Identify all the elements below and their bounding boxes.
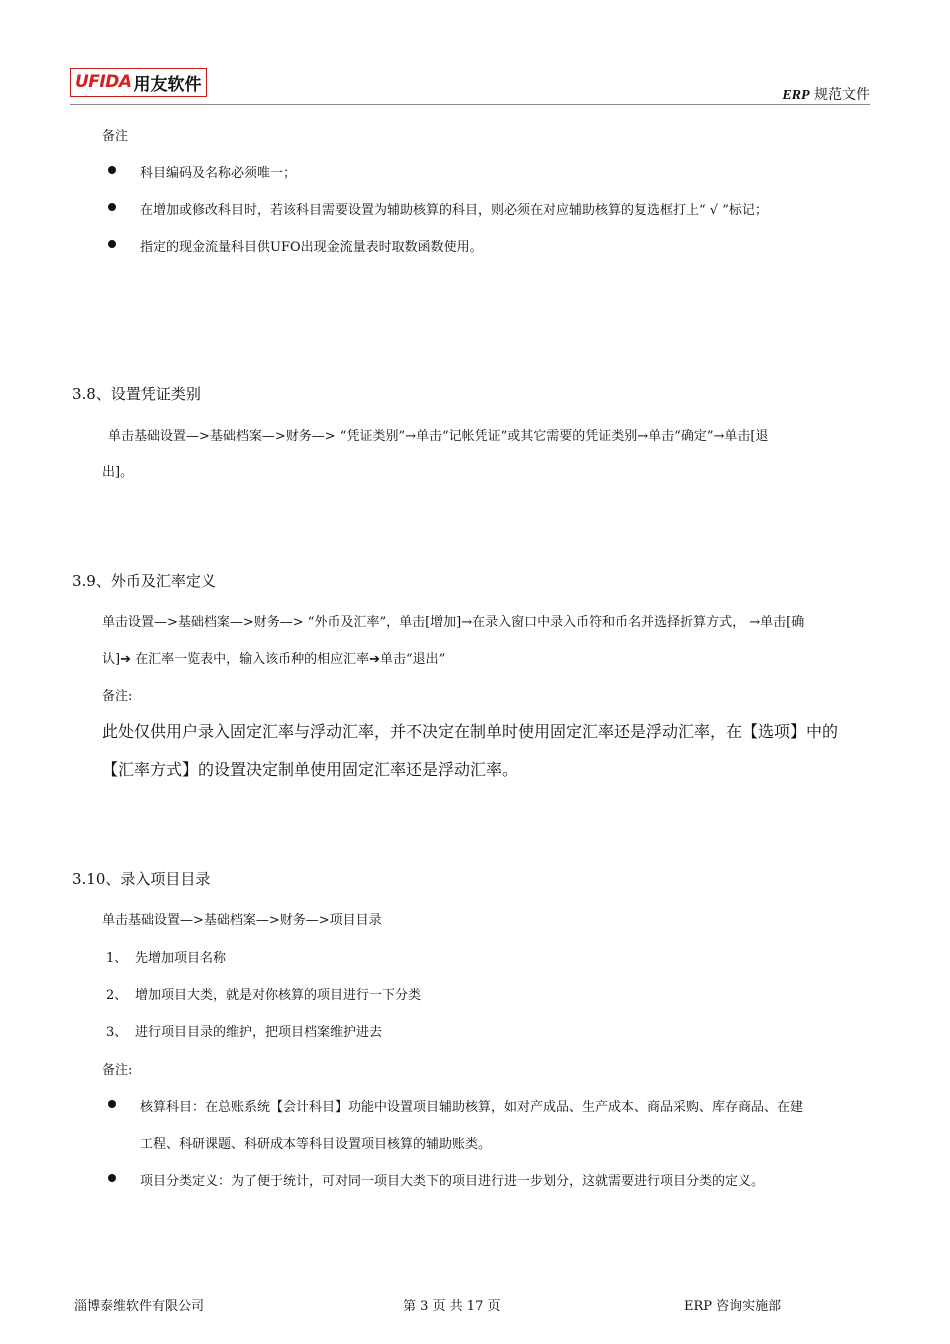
step-text: 进行项目目录的维护，把项目档案维护进去 [135,1025,383,1040]
document-label-erp: ERP [782,88,810,103]
section-title-3-8: 3.8、设置凭证类别 [72,385,201,403]
paragraph-line: 单击设置—>基础档案—>财务—> “外币及汇率”，单击[增加]→在录入窗口中录入币符和币名并选择折算方式， →单击[确 [102,615,805,630]
logo-brand: UFIDA [75,72,132,92]
paragraph-line: 单击基础设置—>基础档案—>财务—> “凭证类别”→单击“记帐凭证”或其它需要的凭证类别→单击“确定”→单击[退 [108,429,769,444]
bullet-text: 科目编码及名称必须唯一； [140,166,297,181]
step-number: 1、 [106,951,128,966]
navigation-path: 单击基础设置—>基础档案—>财务—>项目目录 [102,913,382,928]
logo-chinese: 用友软件 [133,74,202,95]
bullet-text: 核算科目：在总账系统【会计科目】功能中设置项目辅助核算，如对产成品、生产成本、商品采购、库存商品、在建 [140,1100,804,1115]
paragraph-line: 认]➔ 在汇率一览表中，输入该币种的相应汇率➔单击“退出” [102,652,446,667]
note-label: 备注: [102,1063,133,1078]
document-label-text: 规范文件 [809,87,870,103]
footer-page-number: 第 3 页 共 17 页 [403,1299,501,1314]
bullet-text: 指定的现金流量科目供UFO出现金流量表时取数函数使用。 [140,240,483,255]
document-label [782,84,870,104]
paragraph-line: 出]。 [102,465,134,480]
bullet-icon [108,240,116,248]
step-text: 先增加项目名称 [135,951,227,966]
bullet-icon [108,1174,116,1182]
footer-company: 淄博泰维软件有限公司 [74,1299,205,1314]
note-paragraph-line: 【汇率方式】的设置决定制单使用固定汇率还是浮动汇率。 [102,760,519,779]
step-number: 3、 [106,1025,128,1040]
bullet-icon [108,1100,116,1108]
note-label: 备注: [102,689,133,704]
note-label: 备注 [102,129,129,144]
bullet-icon [108,203,116,211]
ufida-logo [70,68,216,96]
step-text: 增加项目大类，就是对你核算的项目进行一下分类 [135,988,422,1003]
header-divider [70,104,870,105]
section-title-3-10: 3.10、录入项目目录 [72,870,211,888]
section-title-3-9: 3.9、外币及汇率定义 [72,572,216,590]
note-paragraph-line: 此处仅供用户录入固定汇率与浮动汇率，并不决定在制单时使用固定汇率还是浮动汇率，在【选项】中的 [102,722,839,741]
bullet-icon [108,166,116,174]
footer-department: ERP 咨询实施部 [684,1299,782,1314]
step-number: 2、 [106,988,128,1003]
bullet-text: 在增加或修改科目时，若该科目需要设置为辅助核算的科目，则必须在对应辅助核算的复选框打上“ √ ”标记； [140,203,768,218]
bullet-text-continued: 工程、科研课题、科研成本等科目设置项目核算的辅助账类。 [140,1137,492,1152]
bullet-text: 项目分类定义：为了便于统计，可对同一项目大类下的项目进行进一步划分，这就需要进行项目分类的定义。 [140,1174,765,1189]
logo-frame [70,68,207,97]
